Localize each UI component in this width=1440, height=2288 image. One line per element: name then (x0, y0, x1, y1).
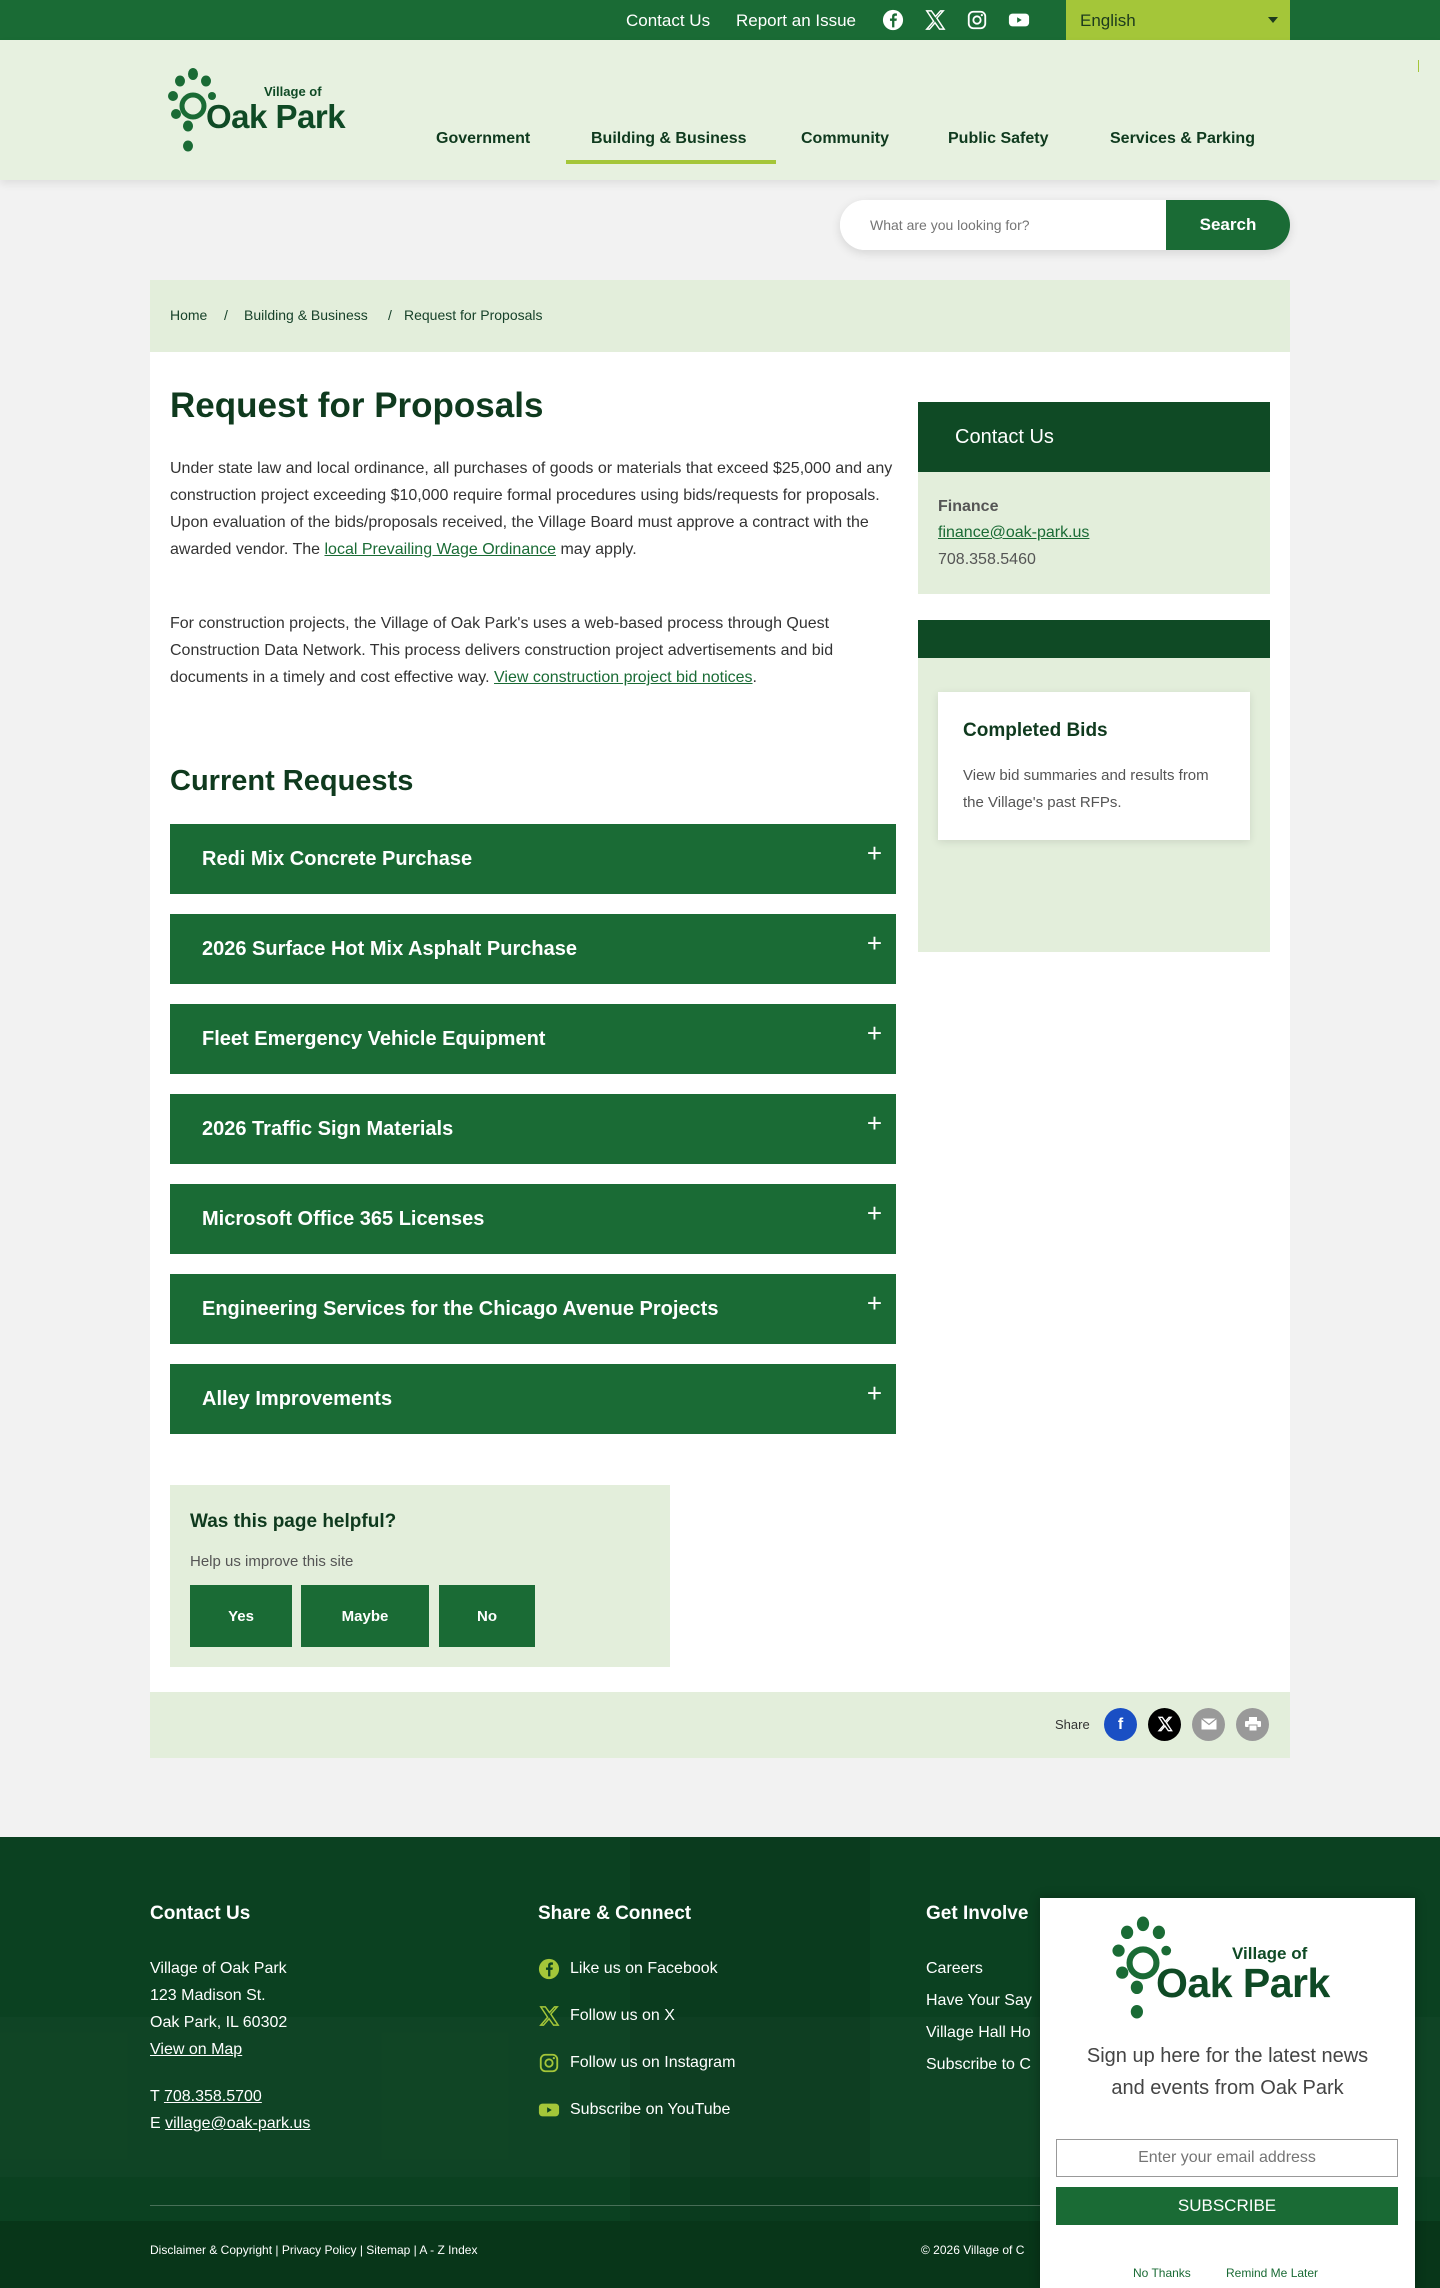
footer-email-link[interactable]: village@oak-park.us (165, 2115, 311, 2132)
view-on-map-link[interactable]: View on Map (150, 2041, 243, 2058)
x-icon (538, 2005, 560, 2027)
share-bar (150, 1692, 1290, 1758)
breadcrumb-current: Request for Proposals (404, 307, 543, 323)
youtube-icon (538, 2099, 560, 2121)
footer-email-line (150, 2115, 310, 2133)
language-value: English (1080, 11, 1136, 30)
footer-legal-links[interactable]: Disclaimer & Copyright | Privacy Policy | Sitemap | A - Z Index (150, 2243, 478, 2257)
plus-icon: + (866, 1288, 882, 1318)
active-nav-indicator (566, 160, 776, 164)
share-facebook-icon[interactable]: f (1104, 1708, 1137, 1741)
youtube-icon[interactable] (1008, 9, 1030, 31)
sidebar-contact-body (918, 472, 1270, 594)
plus-icon: + (866, 1108, 882, 1138)
sidebar-bids-header (918, 620, 1270, 658)
footer-have-your-say-link[interactable]: Have Your Say (926, 1992, 1032, 2009)
feedback-subtitle: Help us improve this site (190, 1553, 354, 1570)
accordion-label: Fleet Emergency Vehicle Equipment (202, 1028, 546, 1050)
accordion-label: Microsoft Office 365 Licenses (202, 1208, 485, 1230)
construction-paragraph (170, 610, 900, 691)
footer-involved-title: Get Involve (926, 1903, 1029, 1924)
completed-bids-card[interactable] (938, 692, 1250, 840)
plus-icon: + (866, 1198, 882, 1228)
footer-instagram-link[interactable]: Follow us on Instagram (570, 2054, 736, 2071)
accordion-label: 2026 Surface Hot Mix Asphalt Purchase (202, 938, 577, 960)
breadcrumb (150, 280, 1290, 352)
contact-email-link[interactable]: finance@oak-park.us (938, 524, 1090, 541)
facebook-icon (538, 1958, 560, 1980)
site-header (0, 40, 1440, 180)
footer-village-hall-link[interactable]: Village Hall Ho (926, 2024, 1031, 2041)
construction-text-end: . (752, 669, 757, 686)
contact-department: Finance (938, 498, 999, 515)
footer-copyright: © 2026 Village of C (921, 2243, 1025, 2257)
footer-address-line: Village of Oak Park (150, 1960, 287, 1977)
footer-address-line: Oak Park, IL 60302 (150, 2014, 288, 2031)
footer-youtube-link[interactable]: Subscribe on YouTube (570, 2101, 731, 2118)
footer-x-link[interactable]: Follow us on X (570, 2007, 675, 2024)
nav-building-business[interactable]: Building & Business (591, 130, 747, 147)
chevron-down-icon (1268, 17, 1278, 23)
feedback-no-button[interactable]: No (439, 1585, 535, 1647)
breadcrumb-separator: / (224, 307, 228, 323)
accordion-label: Engineering Services for the Chicago Avenue Projects (202, 1298, 719, 1320)
breadcrumb-home[interactable]: Home (170, 307, 208, 323)
sidebar-contact-title: Contact Us (955, 426, 1054, 448)
footer-phone-line (150, 2088, 262, 2106)
search-button[interactable]: Search (1166, 200, 1290, 250)
page-title: Request for Proposals (170, 386, 544, 425)
footer-contact-title: Contact Us (150, 1903, 251, 1924)
completed-bids-title: Completed Bids (963, 720, 1108, 741)
subscribe-button[interactable]: SUBSCRIBE (1056, 2187, 1398, 2225)
divider (1418, 60, 1419, 72)
footer-address-line: 123 Madison St. (150, 1987, 266, 2004)
accordion-item[interactable] (170, 1364, 896, 1434)
completed-bids-description: View bid summaries and results from the Village's past RFPs. (963, 767, 1209, 811)
current-requests-heading: Current Requests (170, 765, 414, 797)
site-logo[interactable] (168, 64, 358, 154)
footer-facebook-link[interactable]: Like us on Facebook (570, 1960, 718, 1977)
nav-government[interactable]: Government (436, 130, 531, 147)
plus-icon: + (866, 928, 882, 958)
report-issue-link[interactable]: Report an Issue (736, 11, 857, 30)
share-print-icon[interactable] (1236, 1708, 1269, 1741)
accordion-label: Redi Mix Concrete Purchase (202, 848, 473, 870)
plus-icon: + (866, 1018, 882, 1048)
footer-map-line (150, 2041, 242, 2059)
nav-public-safety[interactable]: Public Safety (948, 130, 1049, 147)
contact-us-link[interactable]: Contact Us (626, 11, 711, 30)
accordion-item[interactable] (170, 1274, 896, 1344)
newsletter-popup (1040, 1898, 1415, 2288)
feedback-yes-button[interactable]: Yes (190, 1585, 292, 1647)
prevailing-wage-link[interactable]: local Prevailing Wage Ordinance (324, 541, 557, 558)
footer-share-title: Share & Connect (538, 1903, 692, 1924)
intro-paragraph (170, 455, 900, 563)
instagram-icon[interactable] (966, 9, 988, 31)
language-select[interactable] (1066, 0, 1290, 40)
feedback-title: Was this page helpful? (190, 1511, 397, 1532)
phone-prefix: T (150, 2088, 160, 2105)
popup-logo-big: Oak Park (1156, 1960, 1330, 2006)
footer-careers-link[interactable]: Careers (926, 1960, 983, 1977)
intro-text: Under state law and local ordinance, all purchases of goods or materials that exceed $25,000 and any construction project exceeding $10,000 require formal procedures using bids/requests for proposals. Upon evaluation of the bids/proposals received, the Village Board must approve a contract with the awarded vendor. The (170, 460, 893, 558)
search-input[interactable] (840, 200, 1166, 250)
facebook-icon[interactable] (882, 9, 904, 31)
popup-message: Sign up here for the latest news and events from Oak Park (1086, 2045, 1369, 2099)
share-email-icon[interactable] (1192, 1708, 1225, 1741)
x-icon[interactable] (924, 9, 946, 31)
remind-later-link[interactable]: Remind Me Later (1226, 2266, 1319, 2280)
breadcrumb-building-business[interactable]: Building & Business (244, 307, 368, 323)
accordion-item[interactable] (170, 1094, 896, 1164)
contact-phone: 708.358.5460 (938, 551, 1036, 568)
accordion-item[interactable] (170, 914, 896, 984)
share-label: Share (1055, 1717, 1090, 1732)
email-prefix: E (150, 2115, 161, 2132)
accordion-label: 2026 Traffic Sign Materials (202, 1118, 454, 1140)
nav-community[interactable]: Community (801, 130, 889, 147)
footer-subscribe-link[interactable]: Subscribe to C (926, 2056, 1031, 2073)
intro-text-end: may apply. (560, 541, 637, 558)
nav-services-parking[interactable]: Services & Parking (1110, 130, 1255, 147)
plus-icon: + (866, 838, 882, 868)
popup-logo (1112, 1914, 1352, 2024)
feedback-widget (170, 1485, 670, 1667)
plus-icon: + (866, 1378, 882, 1408)
utility-bar (0, 0, 1440, 40)
breadcrumb-separator: / (388, 307, 392, 323)
search-bar (840, 200, 1290, 250)
accordion-label: Alley Improvements (202, 1388, 393, 1410)
share-x-icon[interactable] (1148, 1708, 1181, 1741)
sidebar-contact-header (918, 402, 1270, 472)
accordion-item[interactable] (170, 1004, 896, 1074)
logo-big-text: Oak Park (206, 98, 346, 135)
construction-text: For construction projects, the Village of Oak Park's uses a web-based process through Quest Construction Data Network. This process delivers construction project advertisements and bid documents in a timely and cost effective way. (170, 615, 834, 686)
newsletter-email-input[interactable] (1056, 2139, 1398, 2177)
popup-logo-small: Village of (1232, 1944, 1308, 1963)
footer-phone-link[interactable]: 708.358.5700 (163, 2088, 262, 2105)
accordion-item[interactable] (170, 1184, 896, 1254)
feedback-maybe-button[interactable]: Maybe (301, 1585, 429, 1647)
no-thanks-link[interactable]: No Thanks (1133, 2266, 1191, 2280)
logo-small-text: Village of (264, 84, 322, 99)
accordion-item[interactable] (170, 824, 896, 894)
instagram-icon (538, 2052, 560, 2074)
construction-bids-link[interactable]: View construction project bid notices (494, 669, 753, 686)
